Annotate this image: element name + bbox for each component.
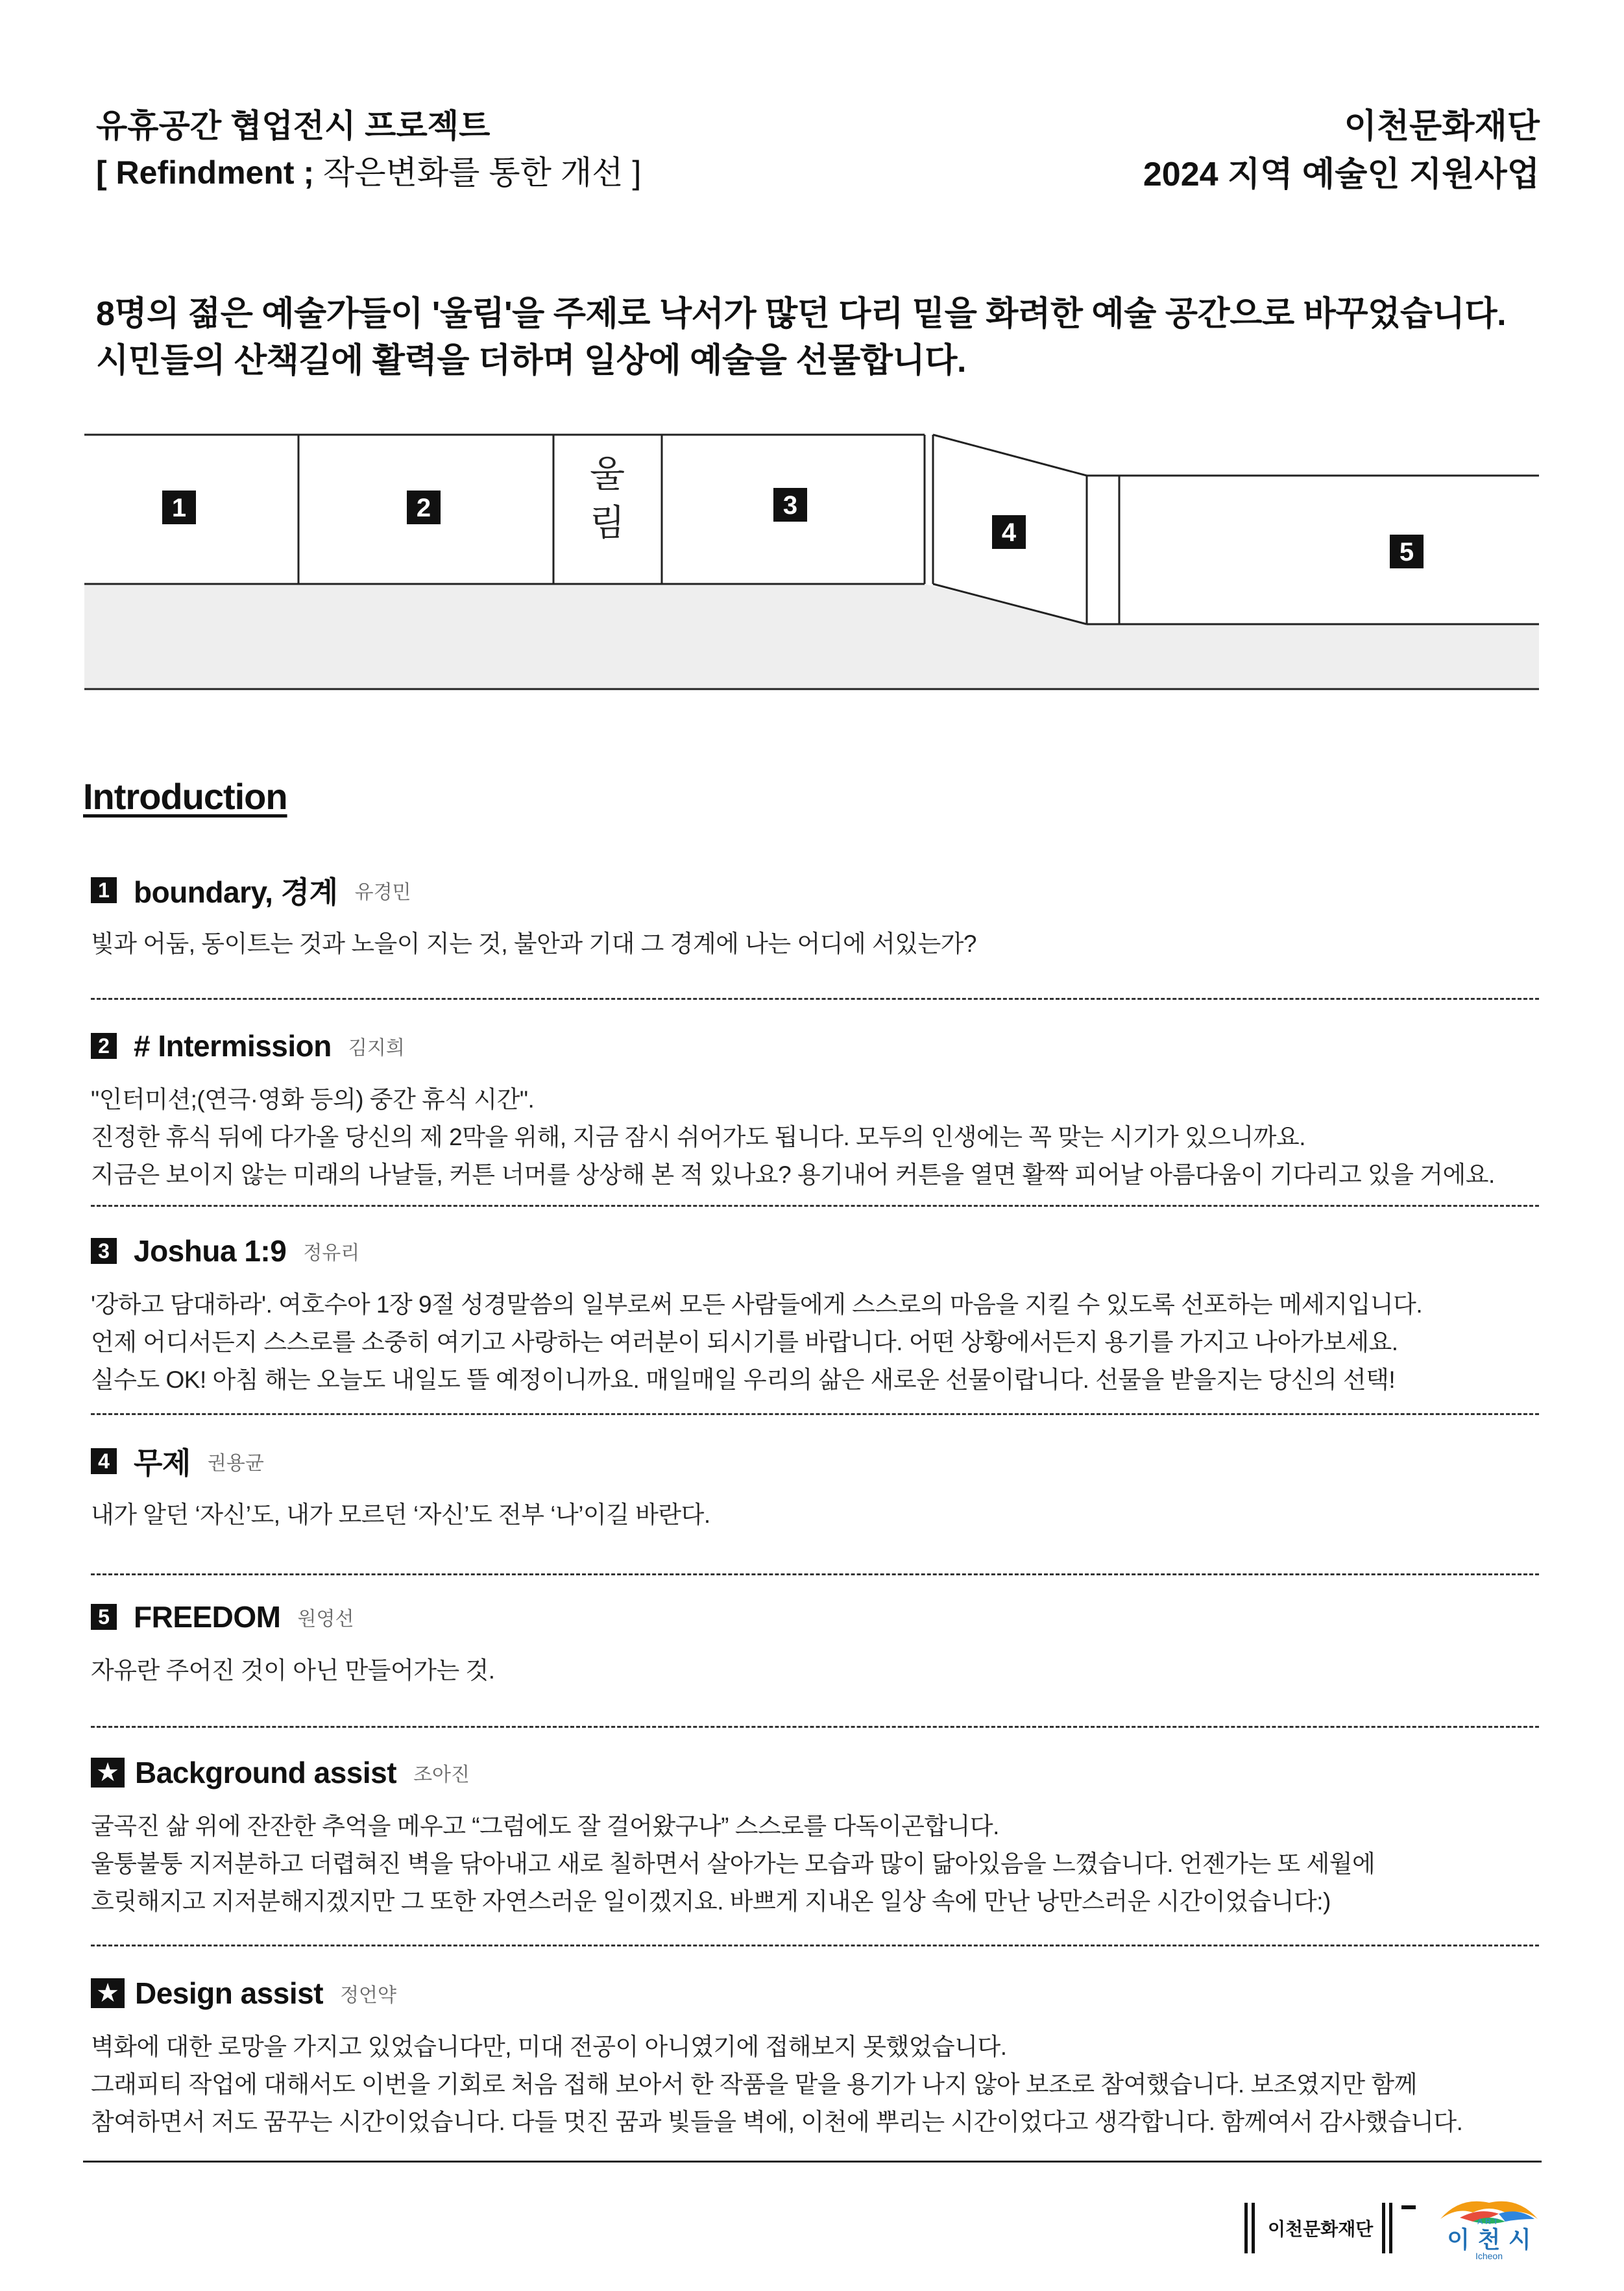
- section-author: 유경민: [354, 882, 411, 903]
- section-body: [91, 2028, 1544, 2141]
- subtitle-rest: 작은변화를 통한 개선 ]: [314, 154, 642, 191]
- section-title: Design assist: [135, 1976, 324, 2010]
- body-line: 진정한 휴식 뒤에 다가올 당신의 제 2막을 위해, 지금 잠시 쉬어가도 됩니다. 모두의 인생에는 꼭 맞는 시기가 있으니까요.: [91, 1124, 1306, 1150]
- foundation-logo: [1244, 2203, 1416, 2253]
- project-title: 유휴공간 협업전시 프로젝트: [96, 108, 491, 144]
- section-divider: [91, 1726, 1539, 1728]
- body-line: "인터미션;(연극·영화 등의) 중간 휴식 시간".: [91, 1086, 535, 1113]
- svg-text:3: 3: [782, 491, 798, 520]
- svg-text:4: 4: [1001, 518, 1017, 547]
- section-author: 정유리: [303, 1242, 360, 1264]
- body-line: '강하고 담대하라'. 여호수아 1장 9절 성경말씀의 일부로써 모든 사람들에게 스스로의 마음을 지킬 수 있도록 선포하는 메세지입니다.: [91, 1291, 1423, 1318]
- section-author: 원영선: [297, 1608, 354, 1630]
- section-header: [91, 1596, 1544, 1638]
- body-line: 굴곡진 삶 위에 잔잔한 추억을 메우고 “그럼에도 잘 걸어왔구나” 스스로를 다독이곤합니다.: [91, 1813, 999, 1839]
- section-divider: [91, 998, 1539, 1000]
- body-line: 울퉁불퉁 지저분하고 더렵혀진 벽을 닦아내고 새로 칠하면서 살아가는 모습과 많이 닮아있음을 느꼈습니다. 언젠가는 또 세월에: [91, 1850, 1376, 1877]
- section-body: [91, 1286, 1544, 1399]
- section-title: # Intermission: [134, 1029, 332, 1063]
- body-line: 지금은 보이지 않는 미래의 나날들, 커튼 너머를 상상해 본 적 있나요? 용기내어 커튼을 열면 활짝 피어날 아름다움이 기다리고 있을 거에요.: [91, 1161, 1495, 1188]
- foundation-logo-text: 이천문화재단: [1268, 2219, 1374, 2239]
- section-title: 무제: [134, 1446, 191, 1480]
- section-author: 정언약: [340, 1985, 397, 2006]
- body-line: 그래피티 작업에 대해서도 이번을 기회로 처음 접해 보아서 한 작품을 맡을 용기가 나지 않아 보조로 참여했습니다. 보조였지만 함께: [91, 2071, 1417, 2098]
- header-right: [1143, 103, 1540, 199]
- intro-section-1: [91, 869, 1544, 963]
- city-logo-name: 이 천 시: [1447, 2227, 1531, 2253]
- section-number-badge: 2: [91, 1033, 117, 1059]
- headline: [96, 291, 1506, 384]
- project-subtitle: [96, 149, 641, 196]
- subtitle-open: [: [96, 154, 116, 191]
- body-line: 자유란 주어진 것이 아닌 만들어가는 것.: [91, 1657, 495, 1684]
- body-line: 벽화에 대한 로망을 가지고 있었습니다만, 미대 전공이 아니였기에 접해보지 못했었습니다.: [91, 2033, 1007, 2060]
- section-body: [91, 925, 1544, 963]
- body-line: 빛과 어둠, 동이트는 것과 노을이 지는 것, 불안과 기대 그 경계에 나는 어디에 서있는가?: [91, 930, 977, 957]
- organization-name: 이천문화재단: [1344, 108, 1540, 145]
- foundation-logo-bars-left: [1244, 2203, 1259, 2253]
- section-header: [91, 1440, 1544, 1482]
- section-title: Joshua 1:9: [134, 1234, 287, 1268]
- headline-line-1: 8명의 젊은 예술가들이 '울림'을 주제로 낙서가 많던 다리 밑을 화려한 예술 공간으로 바꾸었습니다.: [96, 295, 1507, 333]
- section-title: Background assist: [135, 1756, 397, 1789]
- section-header: [91, 1025, 1544, 1067]
- section-author: 조아진: [413, 1764, 470, 1786]
- section-body: [91, 1652, 1544, 1690]
- star-icon: ★: [91, 1758, 125, 1788]
- svg-text:1: 1: [171, 494, 187, 522]
- intro-section-4: [91, 1440, 1544, 1534]
- footer-rule: [83, 2161, 1542, 2163]
- section-header: [91, 1230, 1544, 1272]
- introduction-title: Introduction: [83, 776, 287, 817]
- program-name: 2024 지역 예술인 지원사업: [1143, 156, 1540, 193]
- section-header: [91, 1752, 1544, 1793]
- headline-line-2: 시민들의 산책길에 활력을 더하며 일상에 예술을 선물합니다.: [96, 342, 966, 380]
- section-header: [91, 869, 1544, 911]
- star-icon: ★: [91, 1978, 125, 2008]
- mural-diagram: [0, 415, 1624, 701]
- subtitle-bold: Refindment ;: [115, 154, 315, 191]
- intro-section-background-assist: [91, 1752, 1544, 1921]
- intro-section-2: [91, 1025, 1544, 1194]
- section-divider: [91, 1573, 1539, 1575]
- intro-section-5: [91, 1596, 1544, 1690]
- mural-title-char-2: 림: [589, 502, 625, 544]
- icheon-city-logo: [1434, 2193, 1544, 2264]
- section-header: [91, 1972, 1544, 2014]
- body-line: 흐릿해지고 지저분해지겠지만 그 또한 자연스러운 일이겠지요. 바쁘게 지내온 일상 속에 만난 낭만스러운 시간이었습니다:): [91, 1888, 1331, 1915]
- section-body: [91, 1081, 1544, 1194]
- section-body: [91, 1496, 1544, 1534]
- body-line: 참여하면서 저도 꿈꾸는 시간이었습니다. 다들 멋진 꿈과 빛들을 벽에, 이천에 뿌리는 시간이었다고 생각합니다. 함께여서 감사했습니다.: [91, 2109, 1463, 2135]
- mural-label-2: [407, 491, 441, 524]
- body-line: 내가 알던 ‘자신’도, 내가 모르던 ‘자신’도 전부 ‘나’이길 바란다.: [91, 1501, 710, 1528]
- section-divider: [91, 1413, 1539, 1415]
- section-number-badge: 4: [91, 1448, 117, 1474]
- foundation-logo-bars-right: [1382, 2203, 1396, 2253]
- body-line: 언제 어디서든지 스스로를 소중히 여기고 사랑하는 여러분이 되시기를 바랍니다. 어떤 상황에서든지 용기를 가지고 나아가보세요.: [91, 1329, 1398, 1355]
- section-title: boundary, 경계: [134, 875, 338, 909]
- svg-text:5: 5: [1399, 538, 1414, 566]
- header-left: [96, 103, 641, 196]
- section-author: 권용균: [207, 1453, 264, 1474]
- mural-label-3: [773, 488, 807, 522]
- body-line: 실수도 OK! 아침 해는 오늘도 내일도 뜰 예정이니까요. 매일매일 우리의 삶은 새로운 선물이랍니다. 선물을 받을지는 당신의 선택!: [91, 1366, 1396, 1393]
- intro-section-3: [91, 1230, 1544, 1399]
- section-number-badge: 5: [91, 1604, 117, 1630]
- mural-label-4: [992, 515, 1026, 549]
- section-divider: [91, 1945, 1539, 1946]
- mural-label-5: [1390, 535, 1424, 568]
- svg-text:2: 2: [416, 494, 431, 522]
- section-divider: [91, 1205, 1539, 1207]
- city-logo-en: Icheon: [1475, 2251, 1503, 2261]
- city-logo-art: ART: [1477, 2217, 1501, 2226]
- section-title: FREEDOM: [134, 1600, 281, 1634]
- mural-title-char-1: 울: [589, 454, 625, 496]
- mural-label-1: [162, 491, 196, 524]
- section-number-badge: 1: [91, 877, 117, 903]
- foundation-logo-dash: [1401, 2205, 1416, 2209]
- mural-floor: [84, 584, 1539, 688]
- section-body: [91, 1808, 1544, 1921]
- intro-section-design-assist: [91, 1972, 1544, 2141]
- section-author: 김지희: [348, 1037, 405, 1059]
- section-number-badge: 3: [91, 1238, 117, 1264]
